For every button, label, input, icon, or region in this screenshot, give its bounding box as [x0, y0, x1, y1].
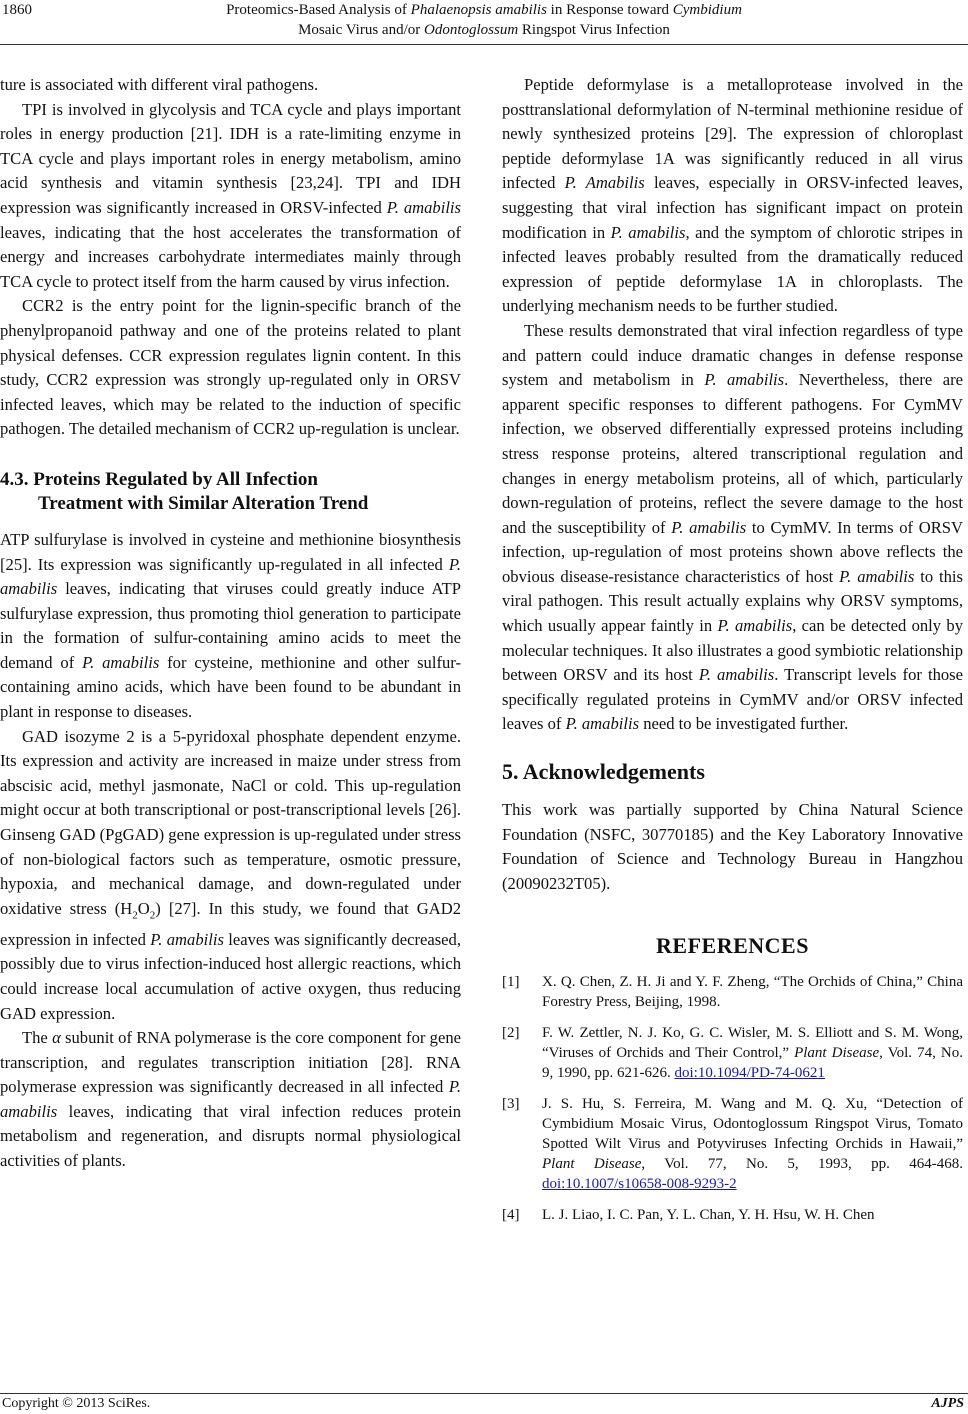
acknowledgements-text: This work was partially supported by China Natural Science Foundation (NSFC, 30770185) and the Key Laboratory Innovative Foundation of Science and Technology Bureau in Hangzhou (20090232T05).: [502, 800, 963, 893]
paragraph: ATP sulfurylase is involved in cysteine and methionine biosynthesis [25]. Its expression was significantly up-regulated in all infected P. amabilis leaves, indicating that viruses could greatly induce ATP sulfurylase expression, thus promoting thiol generation to participate in the formation of sulfur-containing amino acids to meet the demand of P. amabilis for cysteine, methionine and other sulfur-containing amino acids, which have been found to be abundant in plant in response to diseases.: [0, 529, 461, 722]
right-column: [502, 73, 963, 1236]
left-column: [0, 73, 461, 1174]
footer-rule: [0, 1393, 968, 1394]
paragraph: The α subunit of RNA polymerase is the core component for gene transcription, and regulates transcription initiation [28]. RNA polymerase expression was significantly decreased in all infected P. amabilis leaves, indicating that viral infection reduces protein metabolism and regeneration, and disrupts normal physiological activities of plants.: [0, 1028, 461, 1171]
doi-link[interactable]: doi:10.1007/s10658-008-9293-2: [542, 1176, 737, 1193]
doi-link[interactable]: doi:10.1094/PD-74-0621: [674, 1065, 825, 1082]
running-header-line2: Mosaic Virus and/or Odontoglossum Ringspot Virus Infection: [298, 22, 670, 38]
reference-item: [1] X. Q. Chen, Z. H. Ji and Y. F. Zheng, “The Orchids of China,” China Forestry Press, Beijing, 1998.: [502, 974, 963, 1011]
paragraph: TPI is involved in glycolysis and TCA cycle and plays important roles in energy production [21]. IDH is a rate-limiting enzyme in TCA cycle and plays important roles in energy metabolism, amino acid synthesis and vitamin synthesis [23,24]. TPI and IDH expression was significantly increased in ORSV-infected P. amabilis leaves, indicating that the host accelerates the transformation of energy and increases carbohydrate intermediates mainly through TCA cycle to protect itself from the harm caused by virus infection.: [0, 99, 461, 291]
copyright: Copyright © 2013 SciRes.: [2, 1396, 151, 1411]
running-header-line1: Proteomics-Based Analysis of Phalaenopsis amabilis in Response toward Cymbidium: [226, 2, 742, 18]
journal-abbrev: AJPS: [931, 1396, 964, 1411]
running-header: [0, 0, 968, 40]
reference-item: [4] L. J. Liao, I. C. Pan, Y. L. Chan, Y. H. Hsu, W. H. Chen: [502, 1207, 875, 1224]
paragraph: GAD isozyme 2 is a 5-pyridoxal phosphate dependent enzyme. Its expression and activity are increased in maize under stress from abscisic acid, methyl jasmonate, NaCl or cold. This up-regulation might occur at both transcriptional or post-transcriptional levels [26]. Ginseng GAD (PgGAD) gene expression is up-regulated under stress of non-biological factors such as temperature, osmotic pressure, hypoxia, and mechanical damage, and down-regulated under oxidative stress $(H_2O_2)$ [27]. In this study, we found that GAD2 expression in infected P. amabilis leaves was significantly decreased, possibly due to virus infection-induced host allergic reactions, which could increase local accumulation of active oxygen, thus reducing GAD expression.: [0, 726, 461, 1023]
section-heading: 4.3. Proteins Regulated by All Infection Treatment with Similar Alteration Trend: [0, 468, 369, 514]
reference-item: [3] J. S. Hu, S. Ferreira, M. Wang and M. Q. Xu, “Detection of Cymbidium Mosaic Virus, Odontoglossum Ringspot Virus, Tomato Spotted Wilt Virus and Potyviruses Infecting Orchids in Hawaii,” Plant Disease, Vol. 77, No. 5, 1993, pp. 464-468. doi:10.1007/s10658-008-9293-2: [502, 1096, 963, 1193]
paragraph: Peptide deformylase is a metalloprotease involved in the posttranslational deformylation of N-terminal methionine residue of newly synthesized proteins [29]. The expression of chloroplast peptide deformylase 1A was significantly reduced in all virus infected P. Amabilis leaves, especially in ORSV-infected leaves, suggesting that viral infection has significant impact on protein modification in P. amabilis, and the symptom of chlorotic stripes in infected leaves probably resulted from the dramatically reduced expression of peptide deformylase 1A in chloroplasts. The underlying mechanism needs to be further studied.: [502, 75, 963, 316]
page-number: 1860: [2, 2, 32, 18]
acknowledgements-heading: 5. Acknowledgements: [502, 759, 705, 785]
paragraph: These results demonstrated that viral infection regardless of type and pattern could induce dramatic changes in defense response system and metabolism in P. amabilis. Nevertheless, there are apparent specific responses to different pathogens. For CymMV infection, we observed differentially expressed proteins including stress response proteins, altered transcriptional regulation and changes in energy metabolism proteins, all of which, particularly down-regulation of proteins, reflect the severe damage to the host and the susceptibility of P. amabilis to CymMV. In terms of ORSV infection, up-regulation of most proteins shown above reflects the obvious disease-resistance characteristics of host P. amabilis to this viral pathogen. This result actually explains why ORSV symptoms, which usually appear faintly in P. amabilis, can be detected only by molecular techniques. It also illustrates a good symbiotic relationship between ORSV and its host P. amabilis. Transcript levels for those specifically regulated proteins in CymMV and/or ORSV infected leaves of P. amabilis need to be investigated further.: [502, 320, 964, 734]
reference-item: [2] F. W. Zettler, N. J. Ko, G. C. Wisler, M. S. Elliott and S. M. Wong, “Viruses of Orchids and Their Control,” Plant Disease, Vol. 74, No. 9, 1990, pp. 621-626. doi:10.1094/PD-74-0621: [502, 1025, 963, 1082]
paragraph: CCR2 is the entry point for the lignin-specific branch of the phenylpropanoid pathway and one of the proteins related to plant physical defenses. CCR expression regulates lignin content. In this study, CCR2 expression was strongly up-regulated only in ORSV infected leaves, which may be related to the induction of specific pathogen. The detailed mechanism of CCR2 up-regulation is unclear.: [0, 296, 461, 439]
paragraph: ture is associated with different viral pathogens.: [0, 75, 319, 94]
header-rule: [0, 44, 968, 45]
references-heading: REFERENCES: [656, 933, 809, 959]
